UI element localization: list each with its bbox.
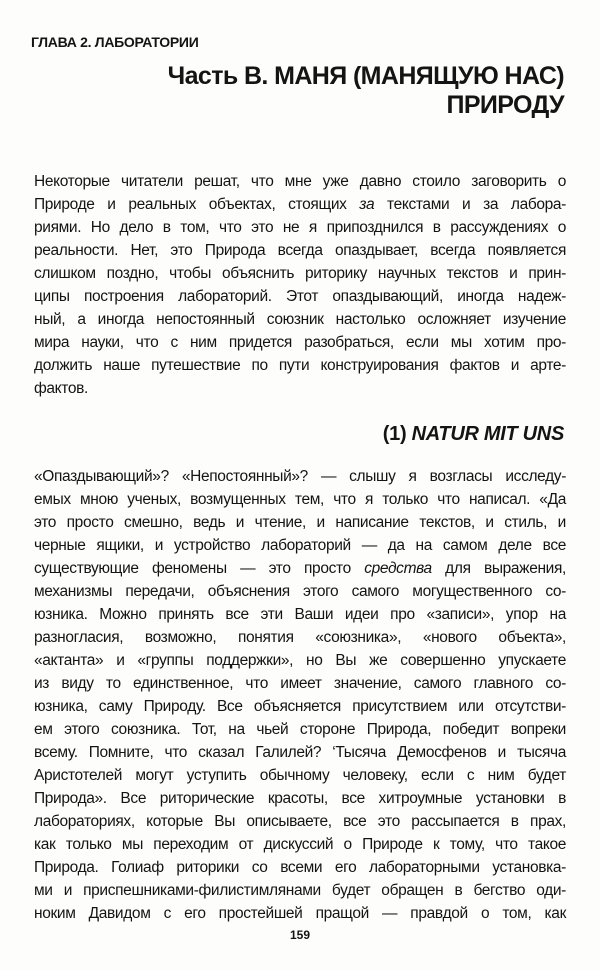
text-line: как только мы переходим от дискуссий о Природе к тому, что такое (34, 836, 566, 853)
text-line: юзника, саму Природу. Все объясняется присутствием или отсутстви- (34, 698, 566, 715)
section-heading (383, 423, 564, 446)
text-run: существующие феномены — это просто (34, 560, 365, 577)
text-line (34, 193, 566, 216)
text-line (34, 557, 566, 580)
section-number: (1) (382, 423, 407, 445)
text-line: Некоторые читатели решат, что мне уже давно стоило заговорить о (34, 173, 566, 190)
text-line: Природа». Все риторические красоты, все хитроумные установки в (34, 790, 566, 807)
text-line: «актанта» и «группы поддержки», но Вы же совершенно упускаете (34, 652, 566, 669)
text-line: ноким Давидом с его простейшей пращой — правдой о том, как (34, 905, 566, 922)
text-line: фактов. (34, 380, 88, 397)
text-line: «Опаздывающий»? «Непостоянный»? — слышу я возгласы исследу- (34, 468, 566, 485)
text-run: Природе и реальных объектах, стоящих (34, 196, 360, 213)
text-line: слишком поздно, чтобы объяснить риторику научных текстов и прин- (34, 265, 566, 282)
text-line: ный, а иногда непостоянный союзник настолько осложняет изучение (34, 311, 566, 328)
part-title (44, 62, 564, 120)
text-line: мира науки, что с ним придется разобраться, если мы хотим про- (34, 334, 566, 351)
text-line: реальности. Нет, это Природа всегда опаздывает, всегда появляется (34, 242, 566, 259)
text-line: из виду то единственное, что имеет значение, самого главного со- (34, 675, 566, 692)
running-head: ГЛАВА 2. ЛАБОРАТОРИИ (31, 34, 199, 50)
text-line: емых мною ученых, возмущенных тем, что я только что написал. «Да (34, 491, 566, 508)
text-line: ем этого союзника. Тот, на чьей стороне Природа, победит вопреки (34, 721, 566, 738)
text-run: текстами и за лабора- (374, 196, 566, 213)
text-line: разногласия, возможно, понятия «союзника», «нового объекта», (34, 629, 566, 646)
emphasis-text: средства (364, 560, 432, 577)
text-line: должить наше путешествие по пути конструирования фактов и арте- (34, 357, 566, 374)
text-line: риями. Но дело в том, что это не я припозднился в рассуждениях о (34, 219, 566, 236)
text-line: ципы построения лабораторий. Этот опаздывающий, иногда надеж- (34, 288, 566, 305)
text-line: Природа. Голиаф риторики со всеми его лабораторными установка- (34, 859, 566, 876)
emphasis-text: за (359, 196, 375, 213)
paragraph-2 (34, 465, 566, 925)
text-line: черные ящики, и устройство лабораторий — да на самом деле все (34, 537, 566, 554)
text-line: всему. Помните, что сказал Галилей? ‘Тысяча Демосфенов и тысяча (34, 744, 566, 761)
text-line: механизмы передачи, объяснения этого самого могущественного со- (34, 583, 566, 600)
page-number: 159 (289, 928, 311, 942)
section-title-text: NATUR MIT UNS (411, 423, 564, 445)
text-line: это просто смешно, ведь и чтение, и написание текстов, и стиль, и (34, 514, 566, 531)
text-line: ми и приспешниками-филистимлянами будет обращен в бегство оди- (34, 882, 566, 899)
text-line: юзника. Можно принять все эти Ваши идеи про «записи», упор на (34, 606, 566, 623)
part-title-line-2: ПРИРОДУ (446, 91, 564, 119)
part-title-line-1: Часть B. МАНЯ (МАНЯЩУЮ НАС) (167, 62, 564, 90)
text-line: Аристотелей могут уступить обычному человеку, если с ним будет (34, 767, 566, 784)
text-line: лабораториях, которые Вы описываете, все это рассыпается в прах, (34, 813, 566, 830)
text-run: для выражения, (431, 560, 566, 577)
paragraph-1 (34, 170, 566, 400)
